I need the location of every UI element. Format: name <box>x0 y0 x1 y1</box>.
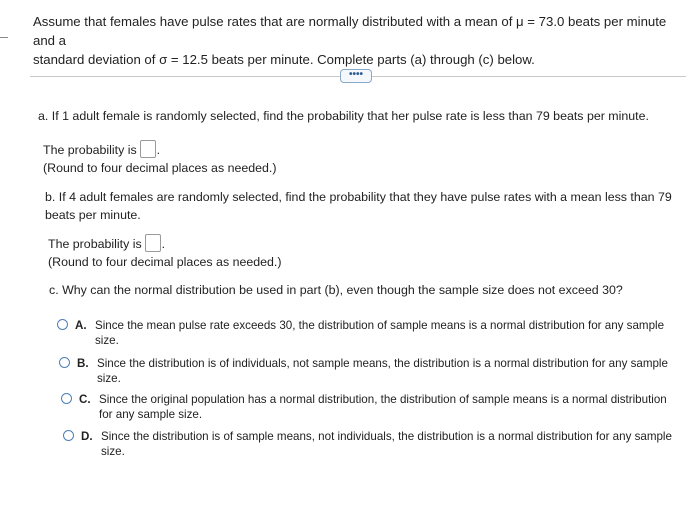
option-a-letter: A. <box>75 319 87 332</box>
option-c-letter: C. <box>79 393 91 406</box>
option-a-text: Since the mean pulse rate exceeds 30, the distribution of sample means is a normal distribution for any sample size. <box>95 319 665 347</box>
part-b-answer-suffix: . <box>161 237 166 251</box>
option-d-letter: D. <box>81 430 93 443</box>
part-b-answer-input[interactable] <box>145 234 161 252</box>
part-b-answer-row <box>48 234 165 253</box>
option-b-text: Since the distribution is of individuals, not sample means, the distribution is a normal distribution for any sample size. <box>97 357 668 385</box>
part-a-rounding-note: (Round to four decimal places as needed.) <box>43 161 277 175</box>
question-line-1: Assume that females have pulse rates that are normally distributed with a mean of μ = 73.0 beats per minute and a <box>33 14 667 48</box>
question-line-2: standard deviation of σ = 12.5 beats per minute. Complete parts (a) through (c) below. <box>33 52 535 67</box>
option-b-radio[interactable] <box>59 357 70 368</box>
option-a-radio[interactable] <box>57 319 68 330</box>
part-c-question: c. Why can the normal distribution be used in part (b), even though the sample size does not exceed 30? <box>49 283 623 297</box>
part-a-answer-input[interactable] <box>140 140 156 158</box>
option-c[interactable] <box>61 392 691 426</box>
part-b-rounding-note: (Round to four decimal places as needed.) <box>48 255 282 269</box>
part-b-question: b. If 4 adult females are randomly selected, find the probability that they have pulse rates with a mean less than 79 beats per minute. <box>45 190 672 222</box>
expand-more-button[interactable]: •••• <box>340 69 372 83</box>
option-a[interactable] <box>57 318 687 352</box>
option-d-text: Since the distribution is of sample means, not individuals, the distribution is a normal distribution for any sample size. <box>101 430 672 458</box>
option-c-text: Since the original population has a normal distribution, the distribution of sample means is a normal distribution for any sample size. <box>99 393 667 421</box>
part-b-answer-label: The probability is <box>48 237 142 251</box>
question-statement <box>33 12 688 69</box>
left-edge-mark <box>0 37 8 38</box>
option-b-letter: B. <box>77 357 89 370</box>
part-a-answer-suffix: . <box>156 143 161 157</box>
option-b[interactable] <box>59 356 689 390</box>
part-a-question: a. If 1 adult female is randomly selected, find the probability that her pulse rate is less than 79 beats per minute. <box>38 109 649 123</box>
option-c-radio[interactable] <box>61 393 72 404</box>
option-d[interactable] <box>63 429 693 463</box>
part-a-answer-label: The probability is <box>43 143 137 157</box>
option-d-radio[interactable] <box>63 430 74 441</box>
part-a-answer-row <box>43 140 160 159</box>
